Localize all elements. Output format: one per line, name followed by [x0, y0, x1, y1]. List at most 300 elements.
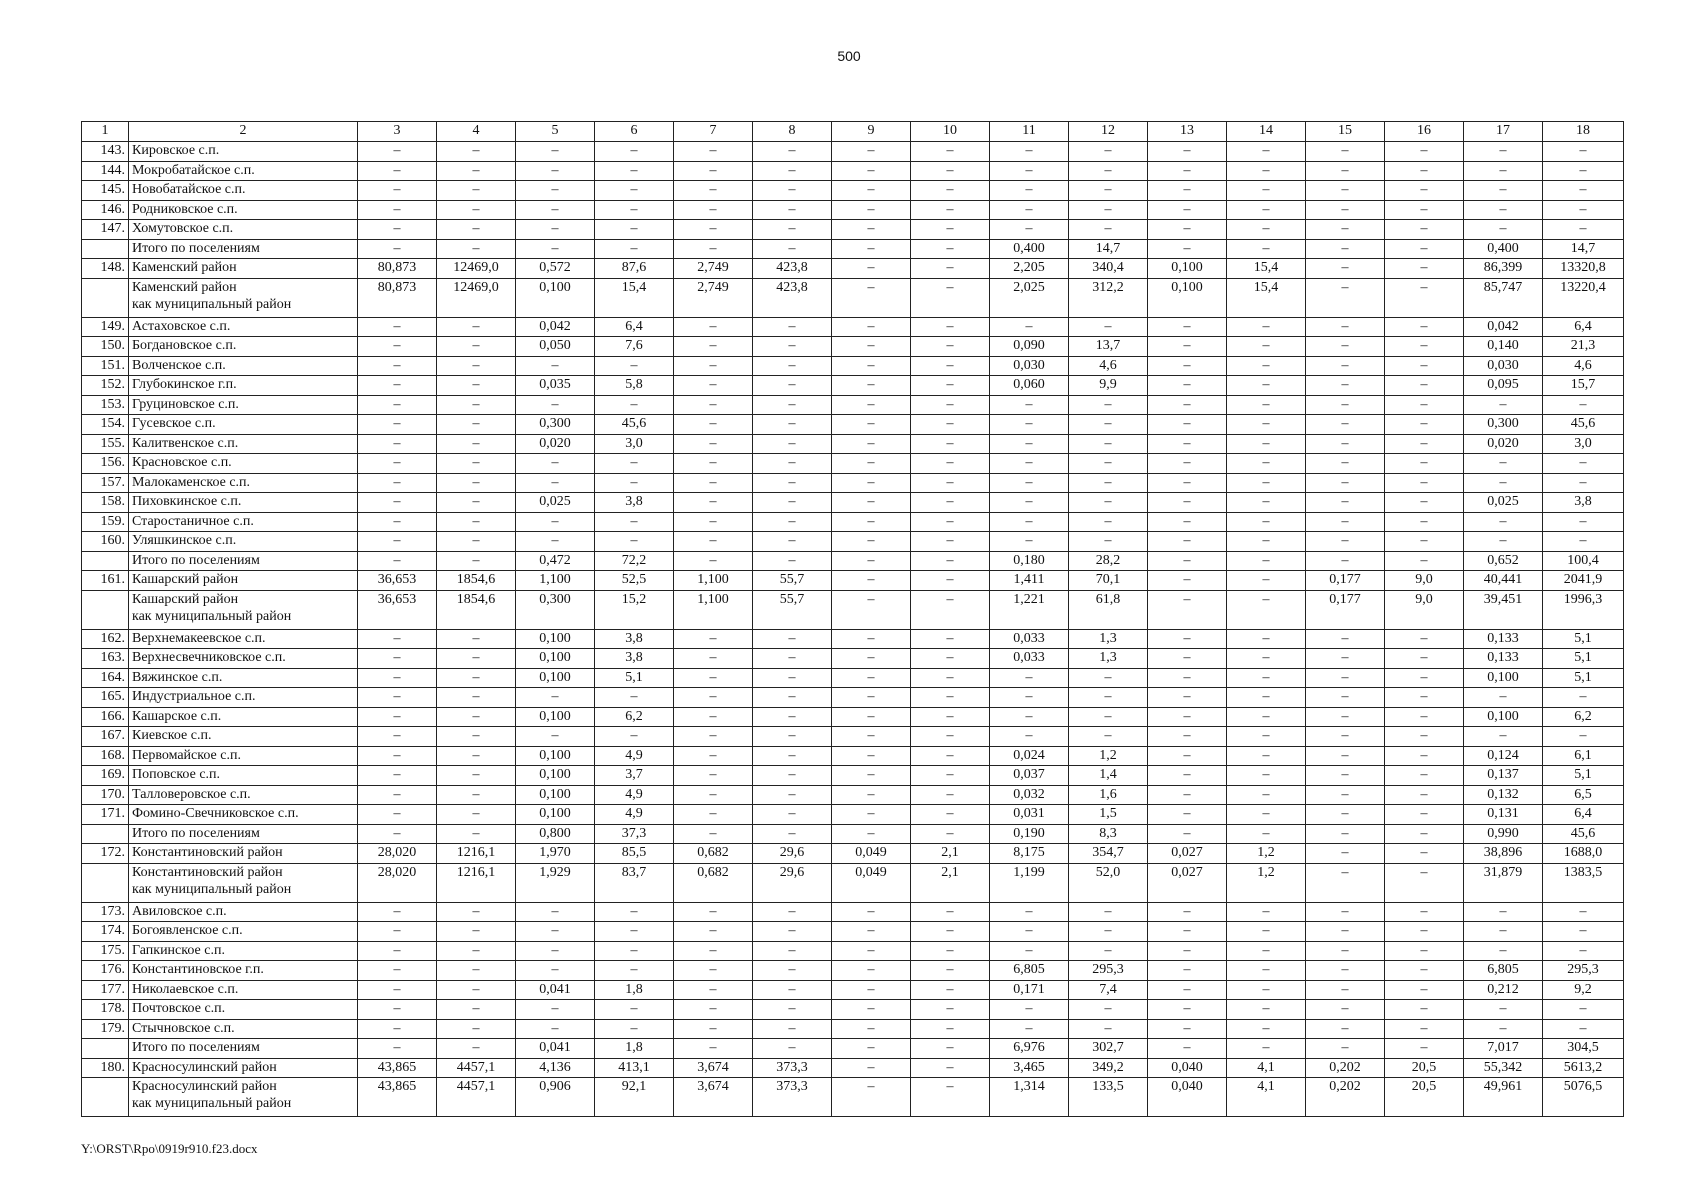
value-cell: 1854,6: [437, 571, 516, 591]
value-cell: –: [1543, 1000, 1624, 1020]
table-row: [82, 415, 1624, 435]
value-cell: 1,970: [516, 844, 595, 864]
value-cell: –: [1385, 863, 1464, 902]
value-cell: 0,041: [516, 980, 595, 1000]
value-cell: –: [358, 454, 437, 474]
value-cell: 36,653: [358, 571, 437, 591]
value-cell: 6,805: [990, 961, 1069, 981]
value-cell: –: [1148, 980, 1227, 1000]
value-cell: –: [753, 766, 832, 786]
value-cell: –: [674, 551, 753, 571]
row-name-line: Индустриальное с.п.: [132, 689, 256, 704]
row-name: [129, 649, 358, 669]
value-cell: 1,221: [990, 590, 1069, 629]
value-cell: –: [358, 629, 437, 649]
value-cell: –: [1069, 161, 1148, 181]
value-cell: –: [674, 1039, 753, 1059]
row-name: [129, 317, 358, 337]
value-cell: 5,1: [1543, 766, 1624, 786]
value-cell: –: [1306, 629, 1385, 649]
value-cell: –: [674, 668, 753, 688]
row-name-line: Астаховское с.п.: [132, 318, 231, 334]
value-cell: 0,037: [990, 766, 1069, 786]
value-cell: 29,6: [753, 863, 832, 902]
value-cell: –: [437, 161, 516, 181]
value-cell: –: [1464, 161, 1543, 181]
value-cell: 0,140: [1464, 337, 1543, 357]
table-row: [82, 980, 1624, 1000]
value-cell: –: [1148, 805, 1227, 825]
row-name-line: Кашарское с.п.: [132, 708, 222, 724]
value-cell: –: [437, 746, 516, 766]
value-cell: 5,1: [595, 668, 674, 688]
value-cell: 2,749: [674, 259, 753, 279]
value-cell: –: [832, 551, 911, 571]
value-cell: –: [1306, 473, 1385, 493]
value-cell: 12469,0: [437, 259, 516, 279]
value-cell: 0,171: [990, 980, 1069, 1000]
value-cell: 80,873: [358, 259, 437, 279]
table-row: [82, 1019, 1624, 1039]
value-cell: –: [674, 473, 753, 493]
row-name-line: Волченское с.п.: [132, 357, 226, 373]
value-cell: –: [1069, 532, 1148, 552]
value-cell: –: [1069, 727, 1148, 747]
value-cell: –: [437, 785, 516, 805]
value-cell: –: [911, 590, 990, 629]
value-cell: –: [1148, 727, 1227, 747]
value-cell: –: [911, 688, 990, 708]
header-cell: 8: [753, 122, 832, 142]
value-cell: –: [674, 980, 753, 1000]
value-cell: –: [753, 961, 832, 981]
value-cell: –: [437, 649, 516, 669]
value-cell: –: [358, 395, 437, 415]
value-cell: –: [358, 941, 437, 961]
value-cell: –: [832, 278, 911, 317]
value-cell: –: [1069, 434, 1148, 454]
value-cell: –: [753, 805, 832, 825]
row-name-line: Красновское с.п.: [132, 455, 232, 470]
value-cell: –: [911, 278, 990, 317]
table-row: [82, 161, 1624, 181]
row-number: 147.: [82, 220, 129, 240]
value-cell: –: [832, 376, 911, 396]
row-name-line: Стычновское с.п.: [132, 1020, 235, 1036]
row-name: [129, 941, 358, 961]
value-cell: –: [437, 317, 516, 337]
value-cell: –: [358, 376, 437, 396]
value-cell: 0,049: [832, 863, 911, 902]
value-cell: 28,2: [1069, 551, 1148, 571]
row-name-line: Красносулинский район: [132, 1079, 277, 1094]
value-cell: –: [753, 746, 832, 766]
value-cell: 0,050: [516, 337, 595, 357]
value-cell: 5,1: [1543, 668, 1624, 688]
value-cell: –: [1227, 922, 1306, 942]
value-cell: 1,314: [990, 1078, 1069, 1117]
value-cell: –: [1306, 766, 1385, 786]
value-cell: –: [832, 434, 911, 454]
value-cell: –: [753, 922, 832, 942]
value-cell: –: [832, 473, 911, 493]
value-cell: –: [1306, 863, 1385, 902]
row-number: 143.: [82, 142, 129, 162]
value-cell: –: [1227, 980, 1306, 1000]
row-name: [129, 181, 358, 201]
value-cell: 0,020: [516, 434, 595, 454]
row-name-line: Почтовское с.п.: [132, 1001, 226, 1016]
value-cell: –: [1464, 688, 1543, 708]
row-name: [129, 571, 358, 591]
value-cell: 0,100: [516, 629, 595, 649]
value-cell: –: [674, 356, 753, 376]
value-cell: –: [832, 785, 911, 805]
value-cell: –: [753, 473, 832, 493]
table-row: [82, 941, 1624, 961]
value-cell: –: [674, 532, 753, 552]
value-cell: –: [1148, 785, 1227, 805]
value-cell: 9,0: [1385, 590, 1464, 629]
value-cell: –: [1306, 824, 1385, 844]
row-number: 174.: [82, 922, 129, 942]
row-name: [129, 356, 358, 376]
row-name-line: Богдановское с.п.: [132, 338, 237, 353]
value-cell: –: [1306, 668, 1385, 688]
value-cell: 0,100: [516, 278, 595, 317]
table-row: [82, 551, 1624, 571]
value-cell: 0,177: [1306, 590, 1385, 629]
row-number: 150.: [82, 337, 129, 357]
value-cell: –: [437, 961, 516, 981]
value-cell: 4,1: [1227, 1058, 1306, 1078]
value-cell: –: [1306, 415, 1385, 435]
value-cell: 3,0: [1543, 434, 1624, 454]
value-cell: 15,4: [1227, 259, 1306, 279]
value-cell: –: [753, 434, 832, 454]
value-cell: –: [753, 220, 832, 240]
value-cell: –: [1306, 844, 1385, 864]
value-cell: –: [1464, 532, 1543, 552]
value-cell: 6,4: [1543, 805, 1624, 825]
value-cell: –: [832, 337, 911, 357]
value-cell: –: [1227, 824, 1306, 844]
value-cell: 413,1: [595, 1058, 674, 1078]
value-cell: –: [1464, 220, 1543, 240]
value-cell: –: [437, 1000, 516, 1020]
value-cell: 0,100: [516, 649, 595, 669]
value-cell: –: [911, 1000, 990, 1020]
value-cell: 302,7: [1069, 1039, 1148, 1059]
value-cell: –: [358, 1000, 437, 1020]
row-name: [129, 493, 358, 513]
value-cell: –: [1227, 727, 1306, 747]
value-cell: –: [595, 512, 674, 532]
value-cell: 423,8: [753, 278, 832, 317]
value-cell: –: [1306, 395, 1385, 415]
value-cell: –: [753, 454, 832, 474]
table-row: [82, 590, 1624, 629]
value-cell: –: [437, 1019, 516, 1039]
row-number: [82, 590, 129, 629]
value-cell: –: [437, 688, 516, 708]
value-cell: –: [911, 571, 990, 591]
value-cell: –: [516, 922, 595, 942]
value-cell: –: [595, 532, 674, 552]
value-cell: –: [1227, 1000, 1306, 1020]
value-cell: –: [674, 512, 753, 532]
value-cell: 3,0: [595, 434, 674, 454]
value-cell: –: [1227, 707, 1306, 727]
value-cell: –: [674, 688, 753, 708]
value-cell: –: [990, 512, 1069, 532]
value-cell: –: [832, 532, 911, 552]
table-row: [82, 434, 1624, 454]
value-cell: –: [1069, 493, 1148, 513]
value-cell: –: [1543, 727, 1624, 747]
value-cell: –: [911, 922, 990, 942]
value-cell: –: [358, 200, 437, 220]
value-cell: –: [990, 1019, 1069, 1039]
value-cell: –: [358, 902, 437, 922]
value-cell: 1,100: [516, 571, 595, 591]
row-name: [129, 844, 358, 864]
value-cell: 1,929: [516, 863, 595, 902]
value-cell: –: [1306, 317, 1385, 337]
value-cell: –: [1306, 688, 1385, 708]
value-cell: –: [595, 142, 674, 162]
value-cell: –: [832, 668, 911, 688]
value-cell: 4457,1: [437, 1058, 516, 1078]
value-cell: –: [358, 239, 437, 259]
value-cell: –: [911, 980, 990, 1000]
data-table: [81, 121, 1624, 1117]
value-cell: –: [832, 512, 911, 532]
value-cell: –: [911, 337, 990, 357]
value-cell: 7,6: [595, 337, 674, 357]
row-name-line-2: как муниципальный район: [132, 296, 292, 312]
value-cell: –: [437, 532, 516, 552]
value-cell: –: [911, 551, 990, 571]
value-cell: –: [911, 317, 990, 337]
value-cell: –: [595, 727, 674, 747]
value-cell: –: [753, 629, 832, 649]
value-cell: –: [1306, 1039, 1385, 1059]
value-cell: –: [358, 337, 437, 357]
value-cell: –: [1385, 922, 1464, 942]
value-cell: –: [1227, 961, 1306, 981]
value-cell: –: [1464, 395, 1543, 415]
value-cell: 12469,0: [437, 278, 516, 317]
value-cell: –: [753, 337, 832, 357]
value-cell: –: [911, 746, 990, 766]
value-cell: –: [990, 200, 1069, 220]
value-cell: –: [516, 395, 595, 415]
row-name-line: Новобатайское с.п.: [132, 182, 246, 197]
value-cell: 3,8: [595, 649, 674, 669]
value-cell: –: [911, 1058, 990, 1078]
value-cell: 3,674: [674, 1078, 753, 1117]
value-cell: –: [1385, 629, 1464, 649]
value-cell: –: [753, 649, 832, 669]
value-cell: –: [832, 1058, 911, 1078]
value-cell: –: [1148, 902, 1227, 922]
value-cell: 83,7: [595, 863, 674, 902]
value-cell: –: [990, 434, 1069, 454]
value-cell: –: [358, 142, 437, 162]
value-cell: –: [1385, 1039, 1464, 1059]
row-number: 164.: [82, 668, 129, 688]
value-cell: –: [1543, 902, 1624, 922]
value-cell: –: [1148, 1000, 1227, 1020]
row-name-line: Итого по поселениям: [132, 240, 260, 256]
value-cell: –: [1069, 902, 1148, 922]
header-cell: 3: [358, 122, 437, 142]
value-cell: 15,2: [595, 590, 674, 629]
value-cell: –: [832, 824, 911, 844]
value-cell: –: [437, 220, 516, 240]
row-number: [82, 551, 129, 571]
value-cell: –: [358, 181, 437, 201]
value-cell: –: [674, 434, 753, 454]
value-cell: –: [358, 961, 437, 981]
row-number: 167.: [82, 727, 129, 747]
row-number: 159.: [82, 512, 129, 532]
value-cell: –: [674, 454, 753, 474]
value-cell: –: [595, 473, 674, 493]
value-cell: 0,400: [1464, 239, 1543, 259]
value-cell: –: [911, 161, 990, 181]
value-cell: 304,5: [1543, 1039, 1624, 1059]
value-cell: –: [1227, 376, 1306, 396]
value-cell: –: [516, 161, 595, 181]
value-cell: –: [1306, 785, 1385, 805]
value-cell: –: [832, 1019, 911, 1039]
value-cell: –: [1069, 668, 1148, 688]
value-cell: –: [911, 727, 990, 747]
value-cell: –: [753, 980, 832, 1000]
value-cell: –: [753, 1000, 832, 1020]
value-cell: –: [911, 434, 990, 454]
value-cell: –: [595, 220, 674, 240]
value-cell: 0,400: [990, 239, 1069, 259]
value-cell: –: [990, 415, 1069, 435]
value-cell: 5,8: [595, 376, 674, 396]
value-cell: 4457,1: [437, 1078, 516, 1117]
value-cell: –: [911, 239, 990, 259]
row-number: 175.: [82, 941, 129, 961]
value-cell: –: [1227, 629, 1306, 649]
row-number: 172.: [82, 844, 129, 864]
row-name: [129, 902, 358, 922]
value-cell: –: [1385, 493, 1464, 513]
value-cell: 340,4: [1069, 259, 1148, 279]
row-name: [129, 1000, 358, 1020]
value-cell: –: [1227, 395, 1306, 415]
value-cell: –: [437, 395, 516, 415]
row-number: 178.: [82, 1000, 129, 1020]
value-cell: 0,124: [1464, 746, 1543, 766]
table-row: [82, 1000, 1624, 1020]
table-row: [82, 922, 1624, 942]
value-cell: –: [595, 961, 674, 981]
value-cell: –: [1543, 142, 1624, 162]
table-row: [82, 337, 1624, 357]
value-cell: 0,190: [990, 824, 1069, 844]
value-cell: 295,3: [1069, 961, 1148, 981]
value-cell: –: [753, 707, 832, 727]
value-cell: –: [1148, 317, 1227, 337]
value-cell: –: [437, 941, 516, 961]
row-number: [82, 1039, 129, 1059]
value-cell: 3,8: [595, 629, 674, 649]
table-row: [82, 688, 1624, 708]
value-cell: 9,9: [1069, 376, 1148, 396]
row-name: [129, 473, 358, 493]
value-cell: 0,035: [516, 376, 595, 396]
value-cell: –: [1385, 454, 1464, 474]
value-cell: –: [1227, 785, 1306, 805]
value-cell: –: [911, 493, 990, 513]
table-row: [82, 317, 1624, 337]
value-cell: 6,5: [1543, 785, 1624, 805]
value-cell: 1216,1: [437, 863, 516, 902]
value-cell: –: [516, 532, 595, 552]
value-cell: –: [1148, 493, 1227, 513]
value-cell: –: [437, 376, 516, 396]
value-cell: –: [1385, 142, 1464, 162]
row-name: [129, 532, 358, 552]
value-cell: –: [1069, 941, 1148, 961]
value-cell: 61,8: [1069, 590, 1148, 629]
value-cell: 8,175: [990, 844, 1069, 864]
header-cell: 4: [437, 122, 516, 142]
value-cell: –: [437, 200, 516, 220]
row-name-line: Калитвенское с.п.: [132, 435, 239, 451]
value-cell: –: [1227, 649, 1306, 669]
header-cell: 13: [1148, 122, 1227, 142]
value-cell: –: [516, 941, 595, 961]
value-cell: 295,3: [1543, 961, 1624, 981]
table-row: [82, 356, 1624, 376]
row-name-line: Хомутовское с.п.: [132, 221, 234, 236]
value-cell: –: [1464, 512, 1543, 532]
value-cell: –: [674, 181, 753, 201]
value-cell: –: [832, 805, 911, 825]
row-number: 144.: [82, 161, 129, 181]
value-cell: –: [1227, 220, 1306, 240]
row-number: 152.: [82, 376, 129, 396]
value-cell: 2,749: [674, 278, 753, 317]
value-cell: –: [1385, 200, 1464, 220]
value-cell: –: [990, 1000, 1069, 1020]
table-row: [82, 863, 1624, 902]
row-name: [129, 922, 358, 942]
value-cell: –: [1148, 356, 1227, 376]
value-cell: 7,4: [1069, 980, 1148, 1000]
row-name-line: Старостаничное с.п.: [132, 513, 254, 529]
value-cell: –: [674, 1019, 753, 1039]
value-cell: –: [1306, 922, 1385, 942]
value-cell: –: [832, 395, 911, 415]
value-cell: 0,100: [1464, 668, 1543, 688]
value-cell: –: [674, 395, 753, 415]
value-cell: –: [1464, 181, 1543, 201]
value-cell: 6,4: [1543, 317, 1624, 337]
value-cell: –: [1306, 181, 1385, 201]
value-cell: –: [358, 805, 437, 825]
value-cell: –: [1148, 434, 1227, 454]
